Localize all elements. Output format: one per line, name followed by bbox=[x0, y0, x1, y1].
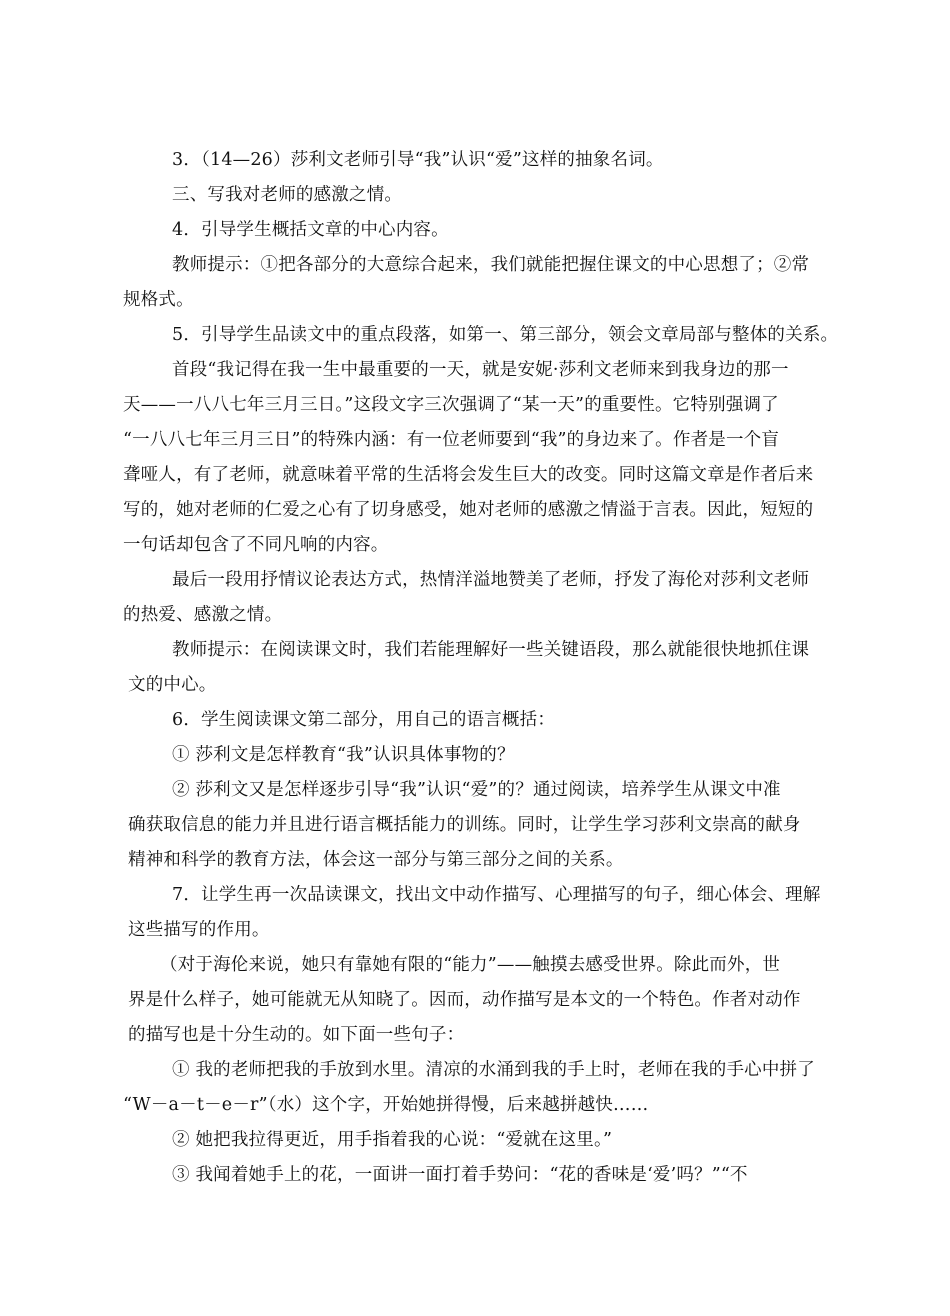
text-line: 写的，她对老师的仁爱之心有了切身感受，她对老师的感激之情溢于言表。因此，短短的 bbox=[123, 500, 814, 520]
text-line: 一句话却包含了不同凡响的内容。 bbox=[123, 535, 389, 555]
text-line: 精神和科学的教育方法，体会这一部分与第三部分之间的关系。 bbox=[128, 850, 624, 870]
text-line: 天——一八八七年三月三日。”这段文字三次强调了“某一天”的重要性。它特别强调了 bbox=[123, 395, 779, 415]
text-line: 文的中心。 bbox=[128, 675, 217, 695]
text-line: 三、写我对老师的感激之情。 bbox=[172, 185, 403, 205]
text-line: ② 莎利文又是怎样逐步引导“我”认识“爱”的？通过阅读，培养学生从课文中准 bbox=[172, 780, 781, 800]
text-line: 教师提示：在阅读课文时，我们若能理解好一些关键语段，那么就能很快地抓住课 bbox=[172, 640, 810, 660]
text-line: 最后一段用抒情议论表达方式，热情洋溢地赞美了老师，抒发了海伦对莎利文老师 bbox=[172, 570, 810, 590]
text-line: ① 我的老师把我的手放到水里。清凉的水涌到我的手上时，老师在我的手心中拼了 bbox=[172, 1060, 815, 1080]
text-line: ① 莎利文是怎样教育“我”认识具体事物的？ bbox=[172, 745, 515, 765]
text-line: 3．（14—26）莎利文老师引导“我”认识“爱”这样的抽象名词。 bbox=[172, 150, 664, 170]
text-line: 教师提示：①把各部分的大意综合起来，我们就能把握住课文的中心思想了；②常 bbox=[172, 255, 810, 275]
text-line: 4．引导学生概括文章的中心内容。 bbox=[172, 220, 449, 240]
text-line: 的热爱、感激之情。 bbox=[123, 605, 283, 625]
text-line: 这些描写的作用。 bbox=[128, 920, 270, 940]
text-line: 7．让学生再一次品读课文，找出文中动作描写、心理描写的句子，细心体会、理解 bbox=[172, 885, 821, 905]
text-line: 聋哑人，有了老师，就意味着平常的生活将会发生巨大的改变。同时这篇文章是作者后来 bbox=[123, 465, 814, 485]
text-line: 5．引导学生品读文中的重点段落，如第一、第三部分，领会文章局部与整体的关系。 bbox=[172, 325, 839, 345]
text-line: ③ 我闻着她手上的花，一面讲一面打着手势问：“花的香味是‘爱’吗？”“不 bbox=[172, 1165, 748, 1185]
text-line: “一八八七年三月三日”的特殊内涵：有一位老师要到“我”的身边来了。作者是一个盲 bbox=[123, 430, 780, 450]
text-line: 首段“我记得在我一生中最重要的一天，就是安妮·莎利文老师来到我身边的那一 bbox=[172, 360, 789, 380]
text-line: “W－a－t－e－r”（水）这个字，开始她拼得慢，后来越拼越快…… bbox=[123, 1095, 649, 1115]
text-line: ② 她把我拉得更近，用手指着我的心说：“爱就在这里。” bbox=[172, 1130, 613, 1150]
text-line: （对于海伦来说，她只有靠她有限的“能力”——触摸去感受世界。除此而外，世 bbox=[160, 955, 781, 975]
text-line: 规格式。 bbox=[123, 290, 194, 310]
text-line: 界是什么样子，她可能就无从知晓了。因而，动作描写是本文的一个特色。作者对动作 bbox=[128, 990, 801, 1010]
text-line: 6．学生阅读课文第二部分，用自己的语言概括： bbox=[172, 710, 556, 730]
text-line: 的描写也是十分生动的。如下面一些句子： bbox=[128, 1025, 465, 1045]
text-line: 确获取信息的能力并且进行语言概括能力的训练。同时，让学生学习莎利文崇高的献身 bbox=[128, 815, 801, 835]
